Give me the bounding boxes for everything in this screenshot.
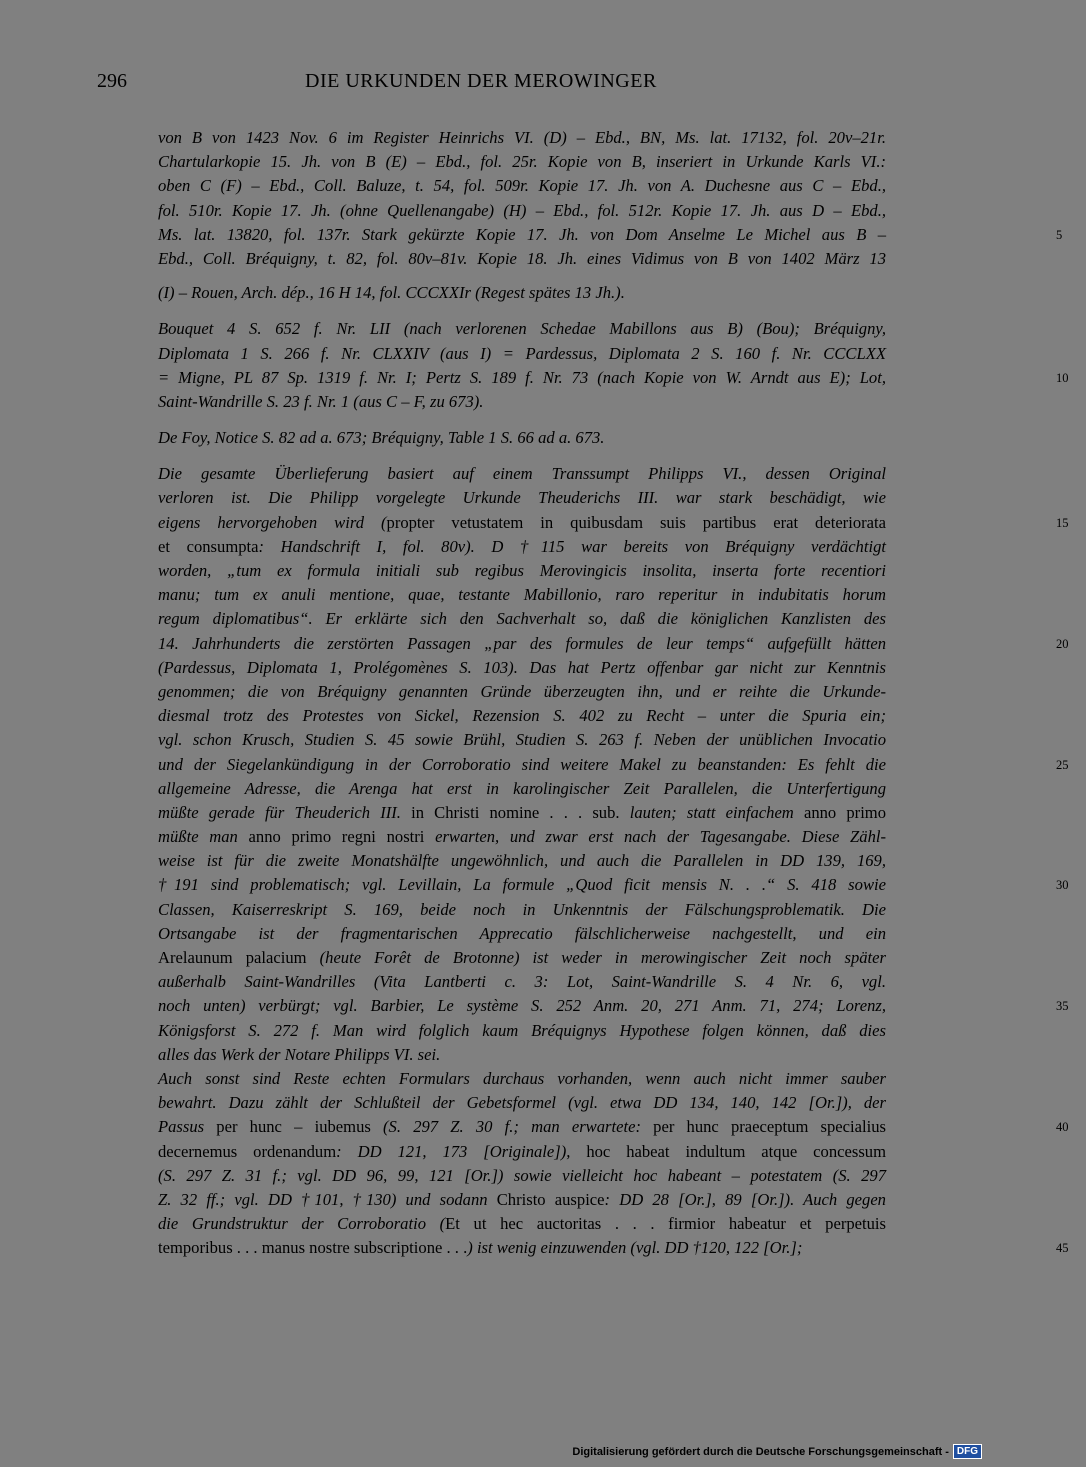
text-line bbox=[158, 511, 886, 535]
line-number: 35 bbox=[1056, 999, 1069, 1013]
text-line bbox=[158, 1236, 886, 1260]
line-number: 10 bbox=[1056, 371, 1069, 385]
text-line: worden, „tum ex formula initiali sub regibus Merovingicis insolita, inserta forte recentiori bbox=[158, 561, 886, 580]
text-segment: : Handschrift I, fol. 80v). D †115 war bereits von Bréquigny verdächtigt bbox=[258, 536, 886, 556]
text-line: 14. Jahrhunderts die zerstörten Passagen „par des formules de leur temps“ aufgefüllt hätten bbox=[158, 633, 886, 653]
text-segment: erwarten, und zwar erst nach der Tagesangabe. Diese Zähl- bbox=[424, 827, 887, 847]
latin-quotation: anno primo regni nostri bbox=[248, 827, 425, 847]
page-header bbox=[0, 70, 1000, 100]
line-number: 5 bbox=[1056, 228, 1063, 242]
latin-quotation: hoc habeat indultum atque concessum bbox=[586, 1141, 886, 1161]
text-line bbox=[158, 1140, 886, 1164]
latin-quotation: Arelaunum palacium bbox=[158, 948, 307, 967]
text-segment: eigens hervorgehoben wird ( bbox=[158, 512, 387, 532]
footer-credit-text: Digitalisierung gefördert durch die Deutsche Forschungsgemeinschaft - bbox=[572, 1445, 949, 1458]
text-line: (I) – Rouen, Arch. dép., 16 H 14, fol. CCCXXIr (Regest spätes 13 Jh.). bbox=[158, 283, 625, 303]
text-line: oben C (F) – Ebd., Coll. Baluze, t. 54, fol. 509r. Kopie 17. Jh. von A. Duchesne aus C – Ebd., bbox=[158, 176, 886, 196]
line-number: 30 bbox=[1056, 878, 1069, 892]
text-segment: Z. 32 ff.; vgl. DD †101, †130) und sodann bbox=[158, 1189, 497, 1209]
text-segment: die Grundstruktur der Corroboratio ( bbox=[158, 1214, 446, 1234]
text-line: fol. 510r. Kopie 17. Jh. (ohne Quellenangabe) (H) – Ebd., fol. 512r. Kopie 17. Jh. aus D – Ebd., bbox=[158, 200, 886, 220]
text-segment: (heute Forêt de Brotonne) ist weder in merowingischer Zeit noch später bbox=[306, 948, 886, 967]
latin-quotation: per hunc praeceptum specialius bbox=[653, 1117, 886, 1137]
text-line: manu; tum ex anuli mentione, quae, testante Mabillonio, raro reperitur in indubitatis horum bbox=[158, 585, 886, 605]
text-segment: müßte man bbox=[158, 827, 249, 847]
text-line: Die gesamte Überlieferung basiert auf einem Transsumpt Philipps VI., dessen Original bbox=[158, 464, 886, 484]
text-line: diesmal trotz des Protestes von Sickel, Rezension S. 402 zu Recht – unter die Spuria ein; bbox=[158, 706, 886, 726]
text-line: verloren ist. Die Philipp vorgelegte Urkunde Theuderichs III. war stark beschädigt, wie bbox=[158, 488, 886, 508]
line-number: 25 bbox=[1056, 758, 1069, 772]
text-line: Ebd., Coll. Bréquigny, t. 82, fol. 80v–81v. Kopie 18. Jh. eines Vidimus von B von 1402 März 13 bbox=[158, 248, 886, 268]
text-line bbox=[158, 1115, 886, 1139]
line-number: 20 bbox=[1056, 637, 1069, 651]
text-line: De Foy, Notice S. 82 ad a. 673; Bréquigny, Table 1 S. 66 ad a. 673. bbox=[158, 428, 605, 448]
text-segment: (S. 297 Z. 30 f.; man erwartete: bbox=[370, 1117, 654, 1137]
footer-credit bbox=[572, 1444, 982, 1459]
text-line: und der Siegelankündigung in der Corroboratio sind weitere Makel zu beanstanden: Es fehlt die bbox=[158, 754, 886, 774]
running-title: DIE URKUNDEN DER MEROWINGER bbox=[305, 70, 657, 92]
text-line: alles das Werk der Notare Philipps VI. sei. bbox=[158, 1044, 441, 1064]
latin-quotation: temporibus . . . manus nostre subscriptione . . . bbox=[158, 1238, 468, 1258]
text-line: Chartularkopie 15. Jh. von B (E) – Ebd., fol. 25r. Kopie von B, inseriert in Urkunde Karls VI.: bbox=[158, 152, 886, 172]
text-segment: : DD 28 [Or.], 89 [Or.]). Auch gegen bbox=[604, 1189, 886, 1209]
text-line: noch unten) verbürgt; vgl. Barbier, Le système S. 252 Anm. 20, 271 Anm. 71, 274; Lorenz, bbox=[158, 996, 886, 1016]
latin-quotation: anno primo bbox=[803, 802, 887, 822]
text-line: (S. 297 Z. 31 f.; vgl. DD 96, 99, 121 [Or.]) sowie vielleicht hoc habeant – potestatem (S. 297 bbox=[158, 1165, 886, 1185]
text-line bbox=[158, 801, 886, 825]
text-segment: müßte gerade für Theuderich III. bbox=[158, 802, 412, 822]
text-line: von B von 1423 Nov. 6 im Register Heinrichs VI. (D) – Ebd., BN, Ms. lat. 17132, fol. 20v–21r. bbox=[158, 128, 886, 147]
text-line bbox=[158, 1212, 886, 1236]
text-line: Diplomata 1 S. 266 f. Nr. CLXXIV (aus I) = Pardessus, Diplomata 2 S. 160 f. Nr. CCCLXX bbox=[158, 343, 886, 363]
text-line: Bouquet 4 S. 652 f. Nr. LII (nach verlorenen Schedae Mabillons aus B) (Bou); Bréquigny, bbox=[158, 319, 886, 339]
text-line: genommen; die von Bréquigny genannten Gründe überzeugten ihn, und er reihte die Urkunde- bbox=[158, 681, 886, 701]
latin-quotation: propter vetustatem in quibusdam suis partibus erat deteriorata bbox=[386, 512, 886, 532]
text-segment: Passus bbox=[158, 1117, 217, 1137]
text-line: Ms. lat. 13820, fol. 137r. Stark gekürzte Kopie 17. Jh. von Dom Anselme Le Michel aus B – bbox=[158, 224, 886, 244]
body-text bbox=[158, 126, 1069, 1260]
text-line: Classen, Kaiserreskript S. 169, beide noch in Unkenntnis der Fälschungsproblematik. Die bbox=[158, 899, 886, 919]
text-line: weise ist für die zweite Monatshälfte ungewöhnlich, und auch die Parallelen in DD 139, 169, bbox=[158, 851, 886, 871]
latin-quotation: in Christi nomine . . . sub. bbox=[411, 802, 620, 822]
text-line: regum diplomatibus“. Er erklärte sich den Sachverhalt so, daß die königlichen Kanzlisten des bbox=[158, 609, 886, 629]
latin-quotation: decernemus ordenandum bbox=[158, 1141, 337, 1161]
line-number: 40 bbox=[1056, 1120, 1069, 1134]
text-line: = Migne, PL 87 Sp. 1319 f. Nr. I; Pertz S. 189 f. Nr. 73 (nach Kopie von W. Arndt aus E); Lot, bbox=[158, 367, 886, 387]
text-line: Auch sonst sind Reste echten Formulars durchaus vorhanden, wenn auch nicht immer sauber bbox=[158, 1068, 886, 1088]
text-line: †191 sind problematisch; vgl. Levillain, La formule „Quod ficit mensis N. . .“ S. 418 sowie bbox=[158, 875, 886, 895]
latin-quotation: per hunc – iubemus bbox=[216, 1117, 371, 1137]
text-line bbox=[158, 946, 886, 970]
text-line: Königsforst S. 272 f. Man wird folglich kaum Bréquignys Hypothese folgen können, daß dies bbox=[158, 1020, 886, 1040]
text-line: bewahrt. Dazu zählt der Schlußteil der Gebetsformel (vgl. etwa DD 134, 140, 142 [Or.]), der bbox=[158, 1093, 886, 1113]
text-line: Saint-Wandrille S. 23 f. Nr. 1 (aus C – F, zu 673). bbox=[158, 391, 484, 411]
line-number: 45 bbox=[1056, 1241, 1069, 1255]
text-line bbox=[158, 825, 886, 849]
text-line: Ortsangabe ist der fragmentarischen Apprecatio fälschlicherweise nachgestellt, und ein bbox=[158, 923, 886, 943]
text-line: außerhalb Saint-Wandrilles (Vita Lantberti c. 3: Lot, Saint-Wandrille S. 4 Nr. 6, vgl. bbox=[158, 972, 886, 992]
latin-quotation: Christo auspice bbox=[496, 1189, 605, 1209]
text-segment: lauten; statt einfachem bbox=[619, 802, 804, 822]
latin-quotation: Et ut hec auctoritas . . . firmior habeatur et perpetuis bbox=[445, 1214, 886, 1234]
latin-quotation: et consumpta bbox=[158, 536, 259, 556]
line-number: 15 bbox=[1056, 516, 1069, 530]
text-line: (Pardessus, Diplomata 1, Prolégomènes S. 103). Das hat Pertz offenbar gar nicht zur Kenntnis bbox=[158, 657, 886, 677]
text-line bbox=[158, 1188, 886, 1212]
text-line: vgl. schon Krusch, Studien S. 45 sowie Brühl, Studien S. 263 f. Neben der unüblichen Invocatio bbox=[158, 730, 886, 750]
text-line: allgemeine Adresse, die Arenga hat erst in karolingischer Zeit Parallelen, die Unterfertigung bbox=[158, 778, 886, 798]
text-segment: ) ist wenig einzuwenden (vgl. DD †120, 122 [Or.]; bbox=[467, 1238, 803, 1258]
text-segment: : DD 121, 173 [Originale]), bbox=[336, 1141, 587, 1161]
dfg-logo: DFG bbox=[953, 1444, 982, 1459]
text-line bbox=[158, 535, 886, 559]
page-number: 296 bbox=[97, 70, 127, 92]
